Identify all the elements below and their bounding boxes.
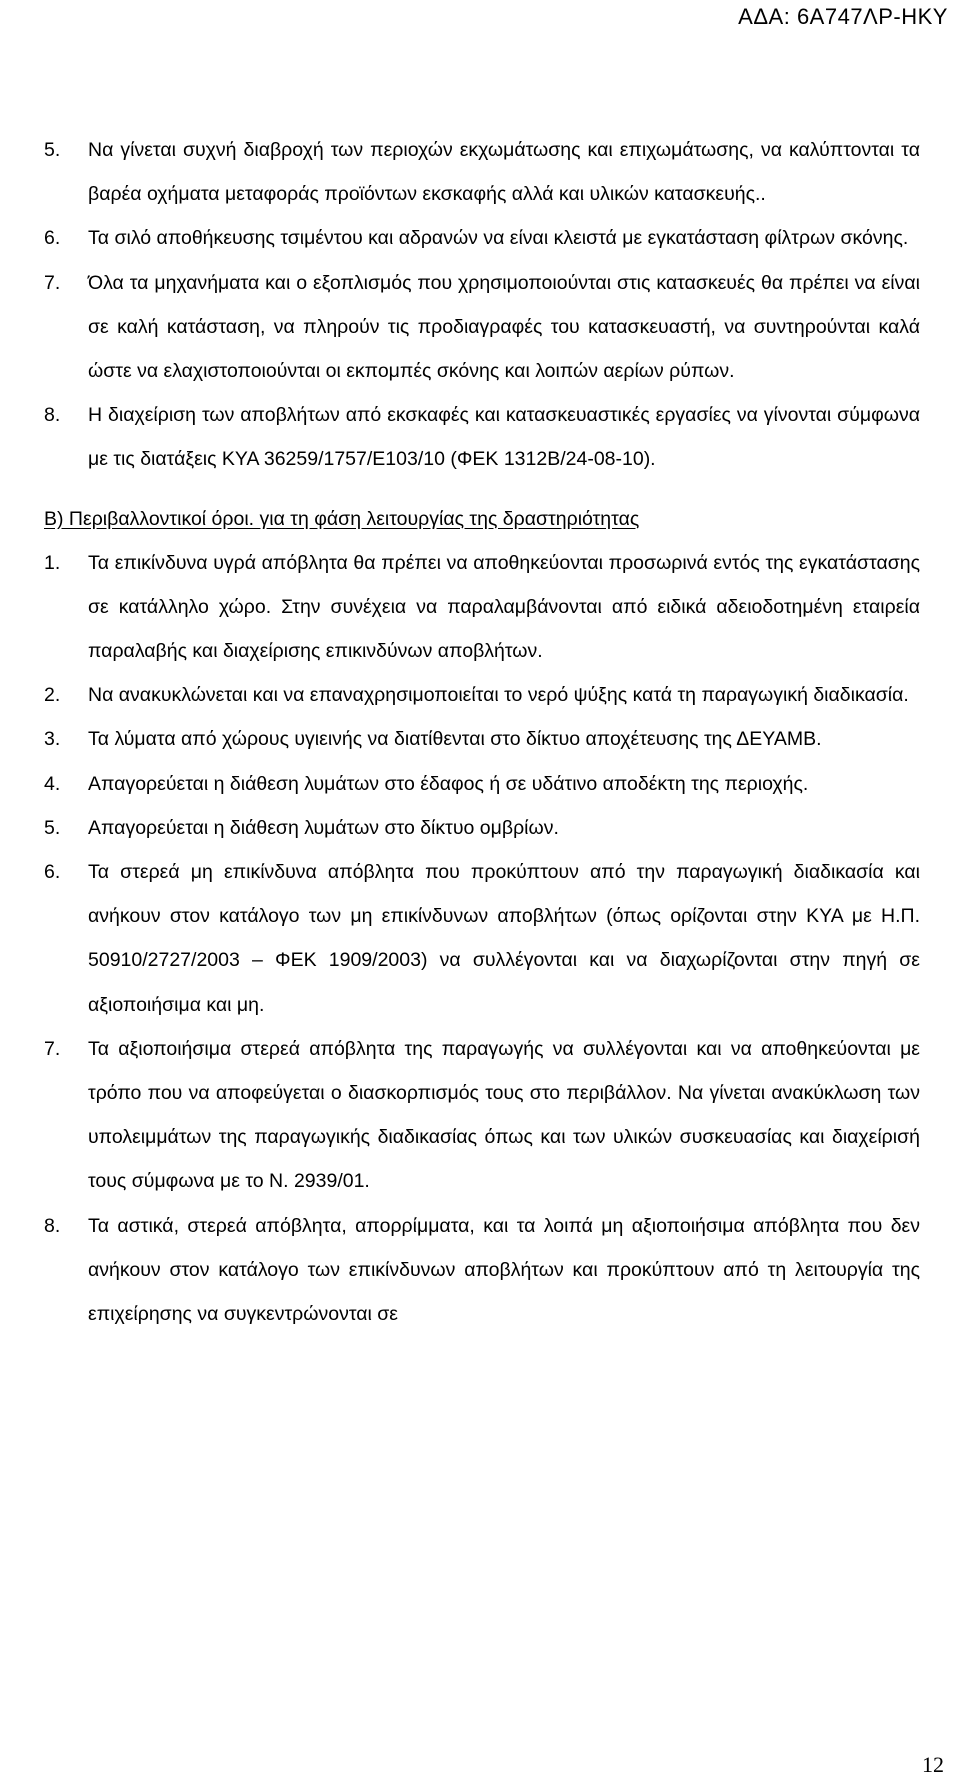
terms-list-section-a — [44, 128, 920, 482]
list-item — [44, 216, 920, 260]
item-text: Τα αξιοποιήσιμα στερεά απόβλητα της παραγωγής να συλλέγονται και να αποθηκεύονται με τρόπο που να αποφεύγεται ο διασκορπισμός τους στο περιβάλλον. Να γίνεται ανακύκλωση των υπολειμμάτων της παραγωγικής διαδικασίας όπως και των υλικών συσκευασίας και διαχείρισή τους σύμφωνα με το Ν. 2939/01. — [88, 1037, 920, 1193]
list-item — [44, 850, 920, 1027]
item-text: Όλα τα μηχανήματα και ο εξοπλισμός που χρησιμοποιούνται στις κατασκευές θα πρέπει να είναι σε καλή κατάσταση, να πληρούν τις προδιαγραφές του κατασκευαστή, να συντηρούνται καλά ώστε να ελαχιστοποιούνται οι εκπομπές σκόνης και λοιπών αερίων ρύπων. — [88, 271, 920, 383]
item-text: Τα επικίνδυνα υγρά απόβλητα θα πρέπει να αποθηκεύονται προσωρινά εντός της εγκατάστασης σε κατάλληλο χώρο. Στην συνέχεια να παραλαμβάνονται από ειδικά αδειοδοτημένη εταιρεία παραλαβής και διαχείρισης επικινδύνων αποβλήτων. — [88, 551, 920, 663]
list-item — [44, 762, 920, 806]
section-b — [44, 497, 920, 1337]
list-item — [44, 673, 920, 717]
item-text: Απαγορεύεται η διάθεση λυμάτων στο δίκτυο ομβρίων. — [88, 816, 559, 839]
item-number: 6. — [44, 861, 61, 884]
item-text: Τα λύματα από χώρους υγιεινής να διατίθενται στο δίκτυο αποχέτευσης της ΔΕΥΑΜΒ. — [88, 728, 822, 751]
terms-list-section-b — [44, 541, 920, 1337]
document-body — [44, 128, 920, 1336]
item-number: 8. — [44, 404, 61, 427]
list-item — [44, 541, 920, 674]
item-number: 5. — [44, 139, 61, 161]
list-item — [44, 1204, 920, 1337]
list-item — [44, 717, 920, 761]
page-number: 12 — [922, 1752, 944, 1777]
list-item — [44, 128, 920, 216]
section-heading: Β) Περιβαλλοντικοί όροι. για τη φάση λειτουργίας της δραστηριότητας — [44, 507, 640, 530]
item-text: Η διαχείριση των αποβλήτων από εκσκαφές και κατασκευαστικές εργασίες να γίνονται σύμφωνα με τις διατάξεις ΚΥΑ 36259/1757/Ε103/10 (ΦΕΚ 1312Β/24-08-10). — [88, 404, 920, 471]
item-text: Απαγορεύεται η διάθεση λυμάτων στο έδαφος ή σε υδάτινο αποδέκτη της περιοχής. — [88, 772, 809, 795]
item-number: 2. — [44, 684, 61, 707]
item-number: 4. — [44, 772, 61, 795]
item-number: 7. — [44, 1037, 61, 1060]
item-text: Να ανακυκλώνεται και να επαναχρησιμοποιείται το νερό ψύξης κατά τη παραγωγική διαδικασία. — [88, 684, 909, 707]
list-item — [44, 806, 920, 850]
list-item — [44, 261, 920, 394]
list-item — [44, 1027, 920, 1204]
item-number: 3. — [44, 728, 61, 751]
item-number: 1. — [44, 551, 61, 574]
ada-code: ΑΔΑ: 6Α747ΛΡ-ΗΚΥ — [738, 4, 948, 29]
item-text: Τα στερεά μη επικίνδυνα απόβλητα που προκύπτουν από την παραγωγική διαδικασία και ανήκουν στον κατάλογο των μη επικίνδυνων αποβλήτων (όπως ορίζονται στην ΚΥΑ με Η.Π. 50910/2727/2003 – ΦΕΚ 1909/2003) να συλλέγονται και να διαχωρίζονται στην πηγή σε αξιοποιήσιμα και μη. — [88, 861, 920, 1016]
item-text: Τα σιλό αποθήκευσης τσιμέντου και αδρανών να είναι κλειστά με εγκατάσταση φίλτρων σκόνης. — [88, 227, 909, 250]
item-number: 7. — [44, 271, 61, 294]
list-item — [44, 393, 920, 481]
item-number: 5. — [44, 816, 61, 839]
item-text: Τα αστικά, στερεά απόβλητα, απορρίμματα, και τα λοιπά μη αξιοποιήσιμα απόβλητα που δεν ανήκουν στον κατάλογο των επικίνδυνων αποβλήτων και προκύπτουν από τη λειτουργία της επιχείρησης να συγκεντρώνονται σε — [88, 1214, 920, 1326]
item-number: 6. — [44, 227, 61, 250]
item-number: 8. — [44, 1214, 61, 1237]
item-text: Να γίνεται συχνή διαβροχή των περιοχών εκχωμάτωσης και επιχωμάτωσης, να καλύπτονται τα βαρέα οχήματα μεταφοράς προϊόντων εκσκαφής αλλά και υλικών κατασκευής.. — [88, 139, 920, 206]
